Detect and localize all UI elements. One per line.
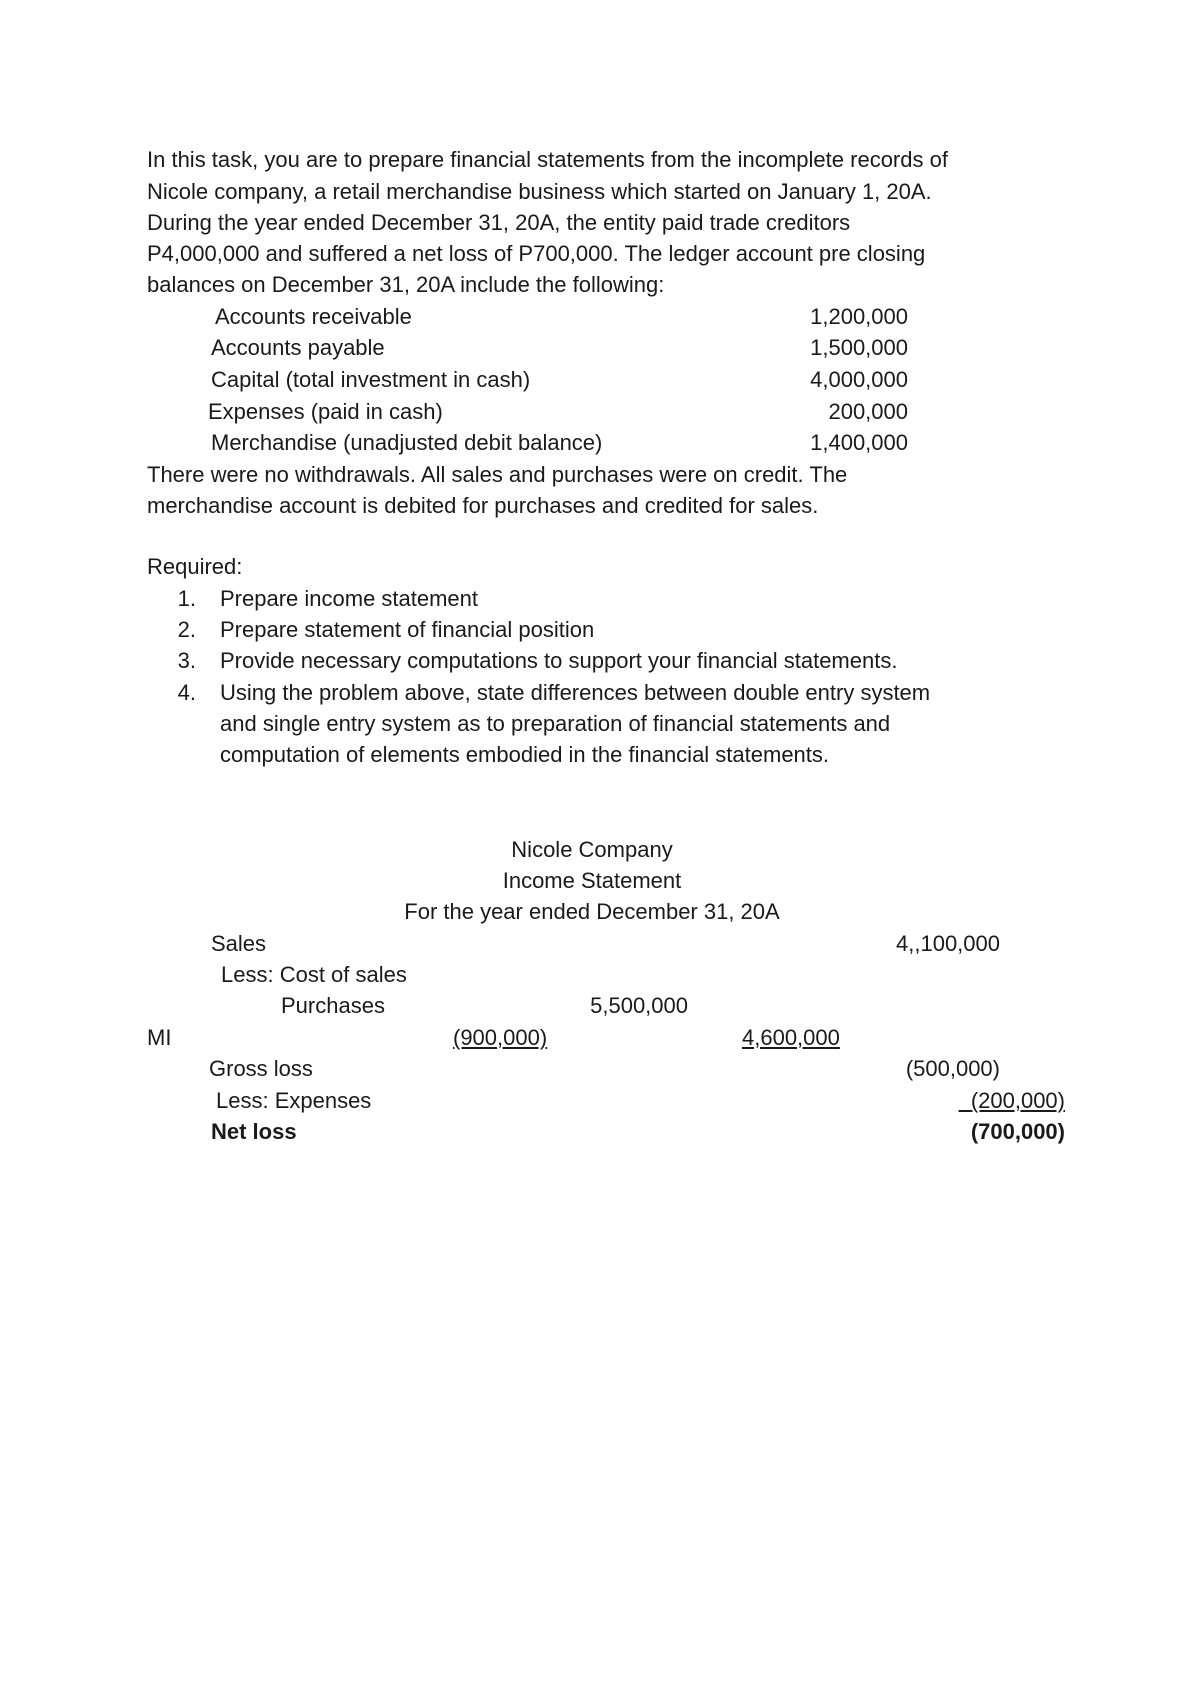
required-heading: Required: [147, 554, 243, 579]
less-cost-label: Less: Cost of sales [221, 962, 407, 987]
note-line: There were no withdrawals. All sales and purchases were on credit. The [147, 462, 848, 487]
net-loss-label: Net loss [211, 1119, 297, 1144]
required-item: Prepare income statement [220, 586, 479, 611]
net-loss-value: (700,000) [970, 1119, 1065, 1144]
intro-line: In this task, you are to prepare financial statements from the incomplete records of [147, 147, 948, 172]
balance-value: 1,200,000 [810, 304, 908, 329]
expenses-value [880, 1085, 1065, 1117]
cost-of-sales-total: 4,600,000 [742, 1025, 840, 1050]
mi-value: (900,000) [453, 1025, 548, 1050]
balance-label: Expenses (paid in cash) [208, 399, 443, 424]
mi-label: MI [147, 1025, 172, 1050]
required-item: Provide necessary computations to support your financial statements. [220, 648, 898, 673]
balance-value: 4,000,000 [810, 367, 908, 392]
required-number: 1. [177, 586, 196, 611]
less-expenses-label: Less: Expenses [216, 1088, 372, 1113]
required-item: computation of elements embodied in the financial statements. [220, 742, 830, 767]
required-number: 2. [177, 617, 196, 642]
intro-line: Nicole company, a retail merchandise business which started on January 1, 20A. [147, 179, 932, 204]
statement-company: Nicole Company [511, 837, 673, 862]
intro-line: balances on December 31, 20A include the following: [147, 272, 665, 297]
intro-line: P4,000,000 and suffered a net loss of P700,000. The ledger account pre closing [147, 241, 926, 266]
balance-label: Accounts receivable [215, 304, 412, 329]
balance-label: Accounts payable [211, 335, 385, 360]
balance-label: Capital (total investment in cash) [211, 367, 531, 392]
purchases-label: Purchases [281, 993, 385, 1018]
balance-value: 200,000 [828, 399, 908, 424]
required-number: 3. [177, 648, 196, 673]
purchases-value: 5,500,000 [590, 993, 688, 1018]
required-item: Prepare statement of financial position [220, 617, 595, 642]
gross-loss-value: (500,000) [905, 1056, 1000, 1081]
required-item: and single entry system as to preparation of financial statements and [220, 711, 891, 736]
statement-period: For the year ended December 31, 20A [404, 899, 780, 924]
sales-label: Sales [211, 931, 267, 956]
sales-value: 4,,100,000 [896, 931, 1000, 956]
statement-title: Income Statement [502, 868, 682, 893]
expenses-amount: (200,000) [970, 1088, 1065, 1113]
balance-label: Merchandise (unadjusted debit balance) [211, 430, 603, 455]
balance-value: 1,500,000 [810, 335, 908, 360]
intro-line: During the year ended December 31, 20A, the entity paid trade creditors [147, 210, 851, 235]
balance-value: 1,400,000 [810, 430, 908, 455]
required-item: Using the problem above, state differences between double entry system [220, 680, 931, 705]
note-line: merchandise account is debited for purchases and credited for sales. [147, 493, 819, 518]
required-number: 4. [177, 680, 196, 705]
gross-loss-label: Gross loss [209, 1056, 313, 1081]
